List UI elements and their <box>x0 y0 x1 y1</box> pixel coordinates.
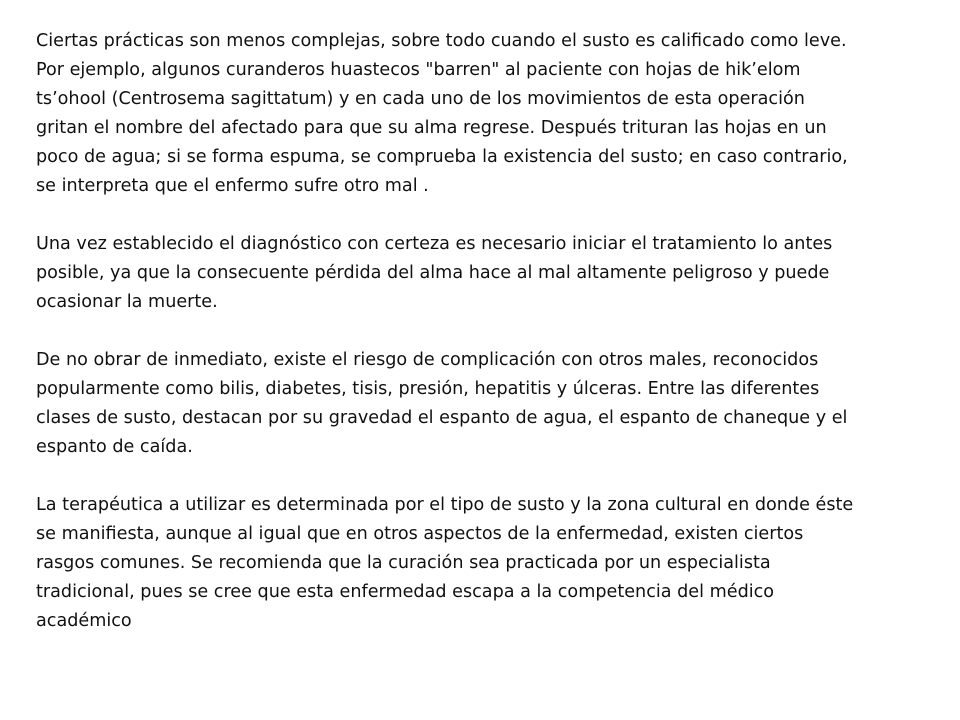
text-line: Por ejemplo, algunos curanderos huastecos "barren" al paciente con hojas de hik’elom <box>36 60 801 80</box>
text-line: posible, ya que la consecuente pérdida del alma hace al mal altamente peligroso y puede <box>36 263 830 283</box>
paragraph-complicaciones <box>36 346 936 462</box>
text-line: gritan el nombre del afectado para que su alma regrese. Después trituran las hojas en un <box>36 118 827 138</box>
text-line: clases de susto, destacan por su gravedad el espanto de agua, el espanto de chaneque y el <box>36 408 848 428</box>
text-line: se manifiesta, aunque al igual que en otros aspectos de la enfermedad, existen ciertos <box>36 524 804 544</box>
text-line: se interpreta que el enfermo sufre otro mal . <box>36 176 429 196</box>
text-line: De no obrar de inmediato, existe el riesgo de complicación con otros males, reconocidos <box>36 350 819 370</box>
text-line: Ciertas prácticas son menos complejas, sobre todo cuando el susto es calificado como leve. <box>36 31 847 51</box>
text-line: ts’ohool (Centrosema sagittatum) y en cada uno de los movimientos de esta operación <box>36 89 805 109</box>
text-line: La terapéutica a utilizar es determinada por el tipo de susto y la zona cultural en donde éste <box>36 495 854 515</box>
paragraph-terapeutica <box>36 491 936 636</box>
text-line: poco de agua; si se forma espuma, se comprueba la existencia del susto; en caso contrario, <box>36 147 848 167</box>
paragraph-diagnostico <box>36 230 936 317</box>
slide-text-body <box>36 27 936 665</box>
text-line: académico <box>36 611 132 631</box>
text-line: Una vez establecido el diagnóstico con certeza es necesario iniciar el tratamiento lo antes <box>36 234 833 254</box>
text-line: espanto de caída. <box>36 437 193 457</box>
text-line: ocasionar la muerte. <box>36 292 218 312</box>
text-line: rasgos comunes. Se recomienda que la curación sea practicada por un especialista <box>36 553 771 573</box>
text-line: tradicional, pues se cree que esta enfermedad escapa a la competencia del médico <box>36 582 775 602</box>
text-line: popularmente como bilis, diabetes, tisis, presión, hepatitis y úlceras. Entre las diferentes <box>36 379 820 399</box>
paragraph-susto-leve <box>36 27 936 201</box>
